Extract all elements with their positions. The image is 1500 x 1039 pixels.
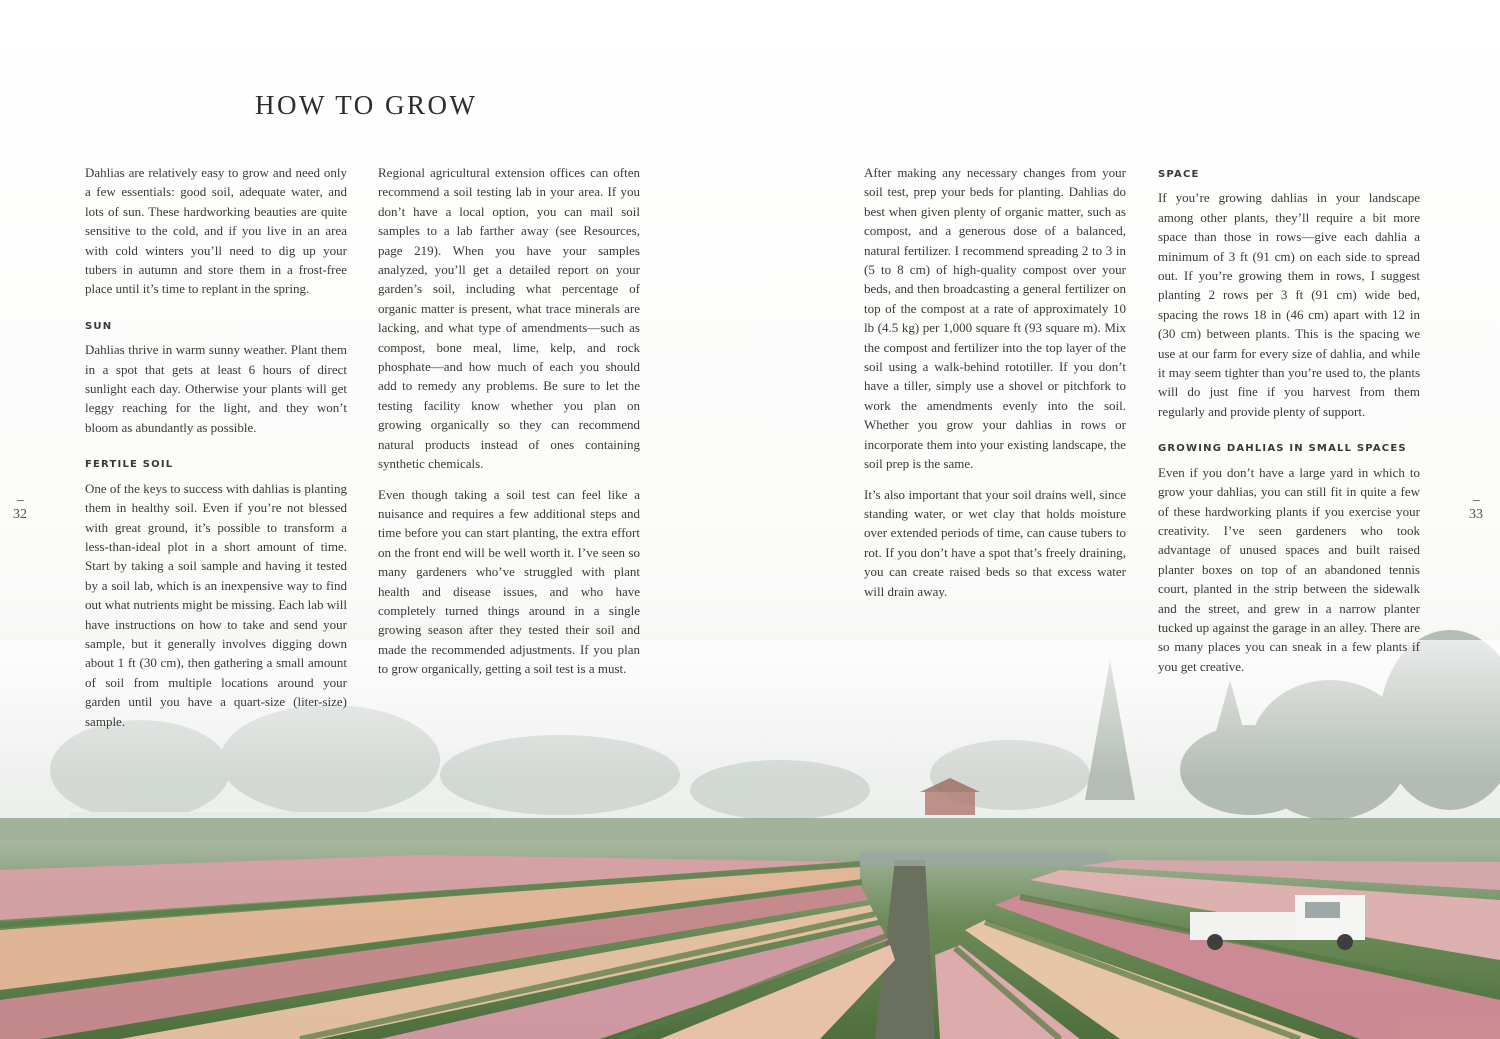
folio-tick	[1473, 500, 1480, 501]
page-title: HOW TO GROW	[255, 90, 478, 120]
page-number-right-text: 33	[1469, 507, 1483, 522]
text-column-4	[1158, 165, 1420, 687]
space-paragraph: If you’re growing dahlias in your landscape among other plants, they’ll require a bit more space than those in rows—give each dahlia a minimum of 3 ft (91 cm) on each side to spread out. If you’re growing them in rows, I suggest planting 2 rows per 3 ft (91 cm) wide bed, spacing the rows 18 in (46 cm) apart with 12 in (30 cm) between plants. This is the spacing we use at our farm for every size of dahlia, and while it may seem tighter than you’re used to, the plants will do just fine if you harvest from them regularly and provide plenty of support.	[1158, 190, 1420, 419]
soil-lab-paragraph: Regional agricultural extension offices can often recommend a soil testing lab in your area. If you don’t have a local option, you can mail soil samples to a lab farther away (see Resources, page 219). When you have your samples analyzed, you’ll get a detailed report on your garden’s soil, including what percentage of organic matter is present, what trace minerals are lacking, and what type of amendments—such as compost, bone meal, lime, kelp, and rock phosphate—and how much of each you should add to remedy any problems. Be sure to let the testing facility know whether you plan on growing organically so they can recommend natural products instead of ones containing synthetic chemicals.	[378, 165, 640, 472]
drainage-paragraph: It’s also important that your soil drains well, since standing water, or wet clay that holds moisture over extended periods of time, can cause tubers to rot. If you don’t have a spot that’s freely draining, you can create raised beds so that excess water will drain away.	[864, 486, 1126, 599]
page-number-left-text: 32	[13, 507, 27, 522]
soil-test-paragraph: Even though taking a soil test can feel like a nuisance and requires a few additional steps and time before you can start planting, the extra effort on the front end will be well worth it. I’ve seen so many gardeners who’ve struggled with plant health and disease issues, and who have completely turned things around in a single growing season after they tested their soil and made the recommended adjustments. If you plan to grow organically, getting a soil test is a must.	[378, 486, 640, 677]
fertile-soil-paragraph: One of the keys to success with dahlias is planting them in healthy soil. Even if you’re not blessed with great ground, it’s possible to transform a less-than-ideal plot in a short amount of time. Start by taking a soil sample and having it tested by a soil lab, which is an inexpensive way to find out what nutrients might be missing. Each lab will have instructions on how to take and send your sample, but it generally involves digging down about 1 ft (30 cm), then gathering a small amount of soil from multiple locations around your garden until you have a quart-size (liter-size) sample.	[85, 480, 347, 729]
small-spaces-paragraph: Even if you don’t have a large yard in which to grow your dahlias, you can still fit in quite a few of these hardworking plants if you exercise your creativity. I’ve seen gardeners who took advantage of unused spaces and built raised planter boxes on top of an abandoned tennis court, planted in the strip between the sidewalk and the street, and grew in a narrow planter tucked up against the garage in an alley. There are so many places you can sneak in a few plants if you get creative.	[1158, 464, 1420, 674]
section-heading-fertile-soil: FERTILE SOIL	[85, 459, 174, 471]
folio-tick	[17, 500, 24, 501]
page-number-left	[7, 500, 33, 523]
intro-paragraph: Dahlias are relatively easy to grow and need only a few essentials: good soil, adequate water, and lots of sun. These hardworking beauties are quite sensitive to the cold, and if you live in an area with cold winters you’ll need to dig up your tubers in autumn and store them in a frost-free place until it’s time to replant in the spring.	[85, 165, 347, 297]
section-heading-sun: SUN	[85, 320, 113, 332]
page-number-right	[1463, 500, 1489, 523]
sun-paragraph: Dahlias thrive in warm sunny weather. Plant them in a spot that gets at least 6 hours of direct sunlight each day. Otherwise your plants will get leggy reaching for the light, and they won’t bloom as abundantly as possible.	[85, 342, 347, 435]
text-column-1	[85, 163, 347, 742]
text-column-2	[378, 163, 640, 690]
text-column-3	[864, 163, 1126, 612]
bed-prep-paragraph: After making any necessary changes from your soil test, prep your beds for planting. Dahlias do best when given plenty of organic matter, such as compost, and a generous dose of a balanced, natural fertilizer. I recommend spreading 2 to 3 in (5 to 8 cm) of high-quality compost over your beds, and then broadcasting a general fertilizer on top of the compost at a rate of approximately 10 lb (4.5 kg) per 1,000 square ft (93 square m). Mix the compost and fertilizer into the top layer of the soil using a walk-behind rototiller. If you don’t have a tiller, simply use a shovel or pitchfork to work the amendments evenly into the soil. Whether you grow your dahlias in rows or incorporate them into your existing landscape, the soil prep is the same.	[864, 165, 1126, 472]
section-heading-space: SPACE	[1158, 169, 1200, 180]
section-heading-small-spaces: GROWING DAHLIAS IN SMALL SPACES	[1158, 443, 1407, 455]
